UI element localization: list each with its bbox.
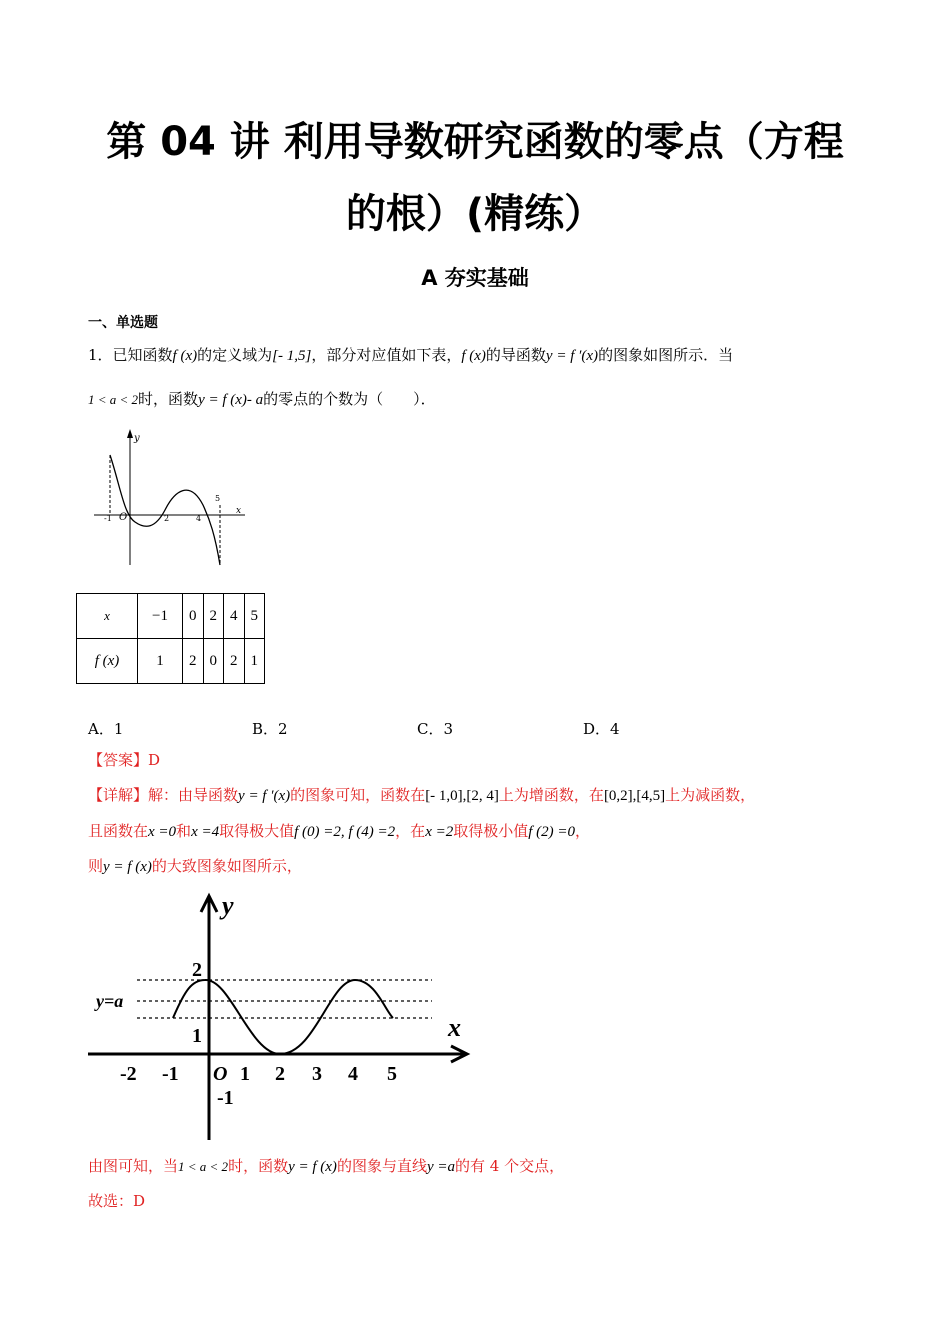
big-graph-origin: O: [213, 1063, 228, 1085]
table-cell: 5: [244, 594, 265, 639]
explain-math: f (0) =2, f (4) =2: [294, 824, 396, 840]
explain-math: y = f ′(x): [238, 788, 291, 804]
page-title-line-1: 第 04 讲 利用导数研究函数的零点（方程: [106, 119, 844, 165]
q-deriv: y = f ′(x): [545, 348, 599, 364]
big-graph-y-label: y: [222, 891, 234, 920]
q-text: 时，函数: [138, 390, 199, 408]
explain-line-1: [88, 784, 755, 805]
q-text: 的定义域为: [197, 346, 273, 364]
q-cond: 1 < a < 2: [88, 392, 139, 407]
table-cell: 0: [203, 639, 224, 684]
final-choice: 故选：D: [88, 1192, 146, 1210]
conclusion-text: 的有 4 个交点，: [454, 1157, 565, 1175]
answer: 【答案】D: [88, 751, 161, 769]
explain-text: ，: [575, 822, 591, 840]
table-row: [77, 594, 265, 639]
q-text: ，部分对应值如下表，: [311, 346, 462, 364]
table-cell: 2: [183, 639, 204, 684]
big-graph-y-tick: -1: [217, 1087, 234, 1109]
conclusion-text: 的图象与直线: [336, 1157, 427, 1175]
explain-text: 的图象可知，函数在: [290, 786, 426, 804]
question-line-1: [88, 344, 733, 365]
explain-tag: 【详解】: [88, 786, 149, 804]
derivative-graph: [90, 425, 250, 575]
big-graph-x-tick: 2: [275, 1063, 285, 1085]
table-cell: 1: [138, 639, 183, 684]
explain-text: 则: [88, 857, 104, 875]
big-graph-x-tick: -2: [120, 1063, 137, 1085]
explain-math: x =2: [425, 824, 454, 840]
table-cell: 1: [244, 639, 265, 684]
graph-tick: 4: [196, 514, 202, 523]
q-fx: f (x): [461, 348, 486, 364]
question-line-2: [88, 388, 436, 409]
explain-text: 取得极大值: [219, 822, 295, 840]
big-graph-x-tick: 5: [387, 1063, 397, 1085]
table-cell: 4: [224, 594, 245, 639]
explain-math: y = f (x): [103, 859, 152, 875]
graph-origin: O: [119, 512, 128, 523]
explain-text: 和: [176, 822, 192, 840]
explain-text: 取得极小值: [453, 822, 529, 840]
value-table: [76, 593, 265, 684]
section-heading: 一、单选题: [88, 315, 158, 331]
table-cell: f (x): [77, 639, 138, 684]
table-cell: 2: [224, 639, 245, 684]
graph-tick: 5: [215, 494, 221, 503]
explain-math: x =0: [148, 824, 177, 840]
explain-line-3: [88, 855, 302, 876]
big-graph-y-tick: 1: [192, 1025, 202, 1047]
explain-math: f (2) =0: [528, 824, 576, 840]
option-b: B．2: [252, 720, 288, 738]
explain-text: 上为增函数，在: [498, 786, 604, 804]
option-d: D．4: [583, 720, 620, 738]
q-domain: [- 1,5]: [272, 348, 312, 364]
function-graph: [80, 890, 480, 1145]
big-graph-x-tick: 1: [240, 1063, 250, 1085]
explain-math: x =4: [191, 824, 220, 840]
subtitle: A 夯实基础: [421, 266, 529, 290]
table-cell: −1: [138, 594, 183, 639]
option-a: A．1: [88, 720, 124, 738]
explain-line-2: [88, 820, 590, 841]
big-graph-y-tick: 2: [192, 959, 202, 981]
big-graph-x-tick: 4: [348, 1063, 358, 1085]
graph-tick: -1: [104, 514, 112, 523]
big-graph-ya-label: y=a: [96, 991, 124, 1011]
conclusion-math: y = f (x): [288, 1159, 337, 1175]
explain-math: [0,2],[4,5]: [603, 788, 666, 804]
graph-x-label: x: [236, 506, 242, 516]
table-cell: x: [77, 594, 138, 639]
big-graph-x-tick: 3: [312, 1063, 322, 1085]
graph-tick: 2: [164, 514, 170, 523]
big-graph-x-tick: -1: [162, 1063, 179, 1085]
q-func: y = f (x)- a: [198, 392, 264, 408]
conclusion-math: 1 < a < 2: [178, 1159, 229, 1174]
q-fx: f (x): [172, 348, 198, 364]
conclusion: [88, 1155, 564, 1176]
conclusion-text: 由图可知，当: [88, 1157, 179, 1175]
explain-text: 解：由导函数: [148, 786, 239, 804]
explain-text: 上为减函数，: [665, 786, 756, 804]
explain-text: ，在: [395, 822, 426, 840]
q-text: 的零点的个数为（ ）．: [263, 390, 436, 408]
explain-math: [- 1,0],[2, 4]: [425, 788, 499, 804]
big-graph-x-label: x: [448, 1013, 461, 1042]
page-title-line-2: 的根）(精练）: [345, 191, 605, 237]
q-text: 1．已知函数: [88, 346, 173, 364]
q-text: 的导函数: [485, 346, 546, 364]
graph-y-label: y: [134, 433, 140, 444]
conclusion-text: 时，函数: [228, 1157, 289, 1175]
explain-text: 且函数在: [88, 822, 149, 840]
explain-text: 的大致图象如图所示，: [151, 857, 302, 875]
conclusion-math: y =a: [426, 1159, 455, 1175]
table-cell: 0: [183, 594, 204, 639]
q-text: 的图象如图所示．当: [598, 346, 734, 364]
table-cell: 2: [203, 594, 224, 639]
option-c: C．3: [417, 720, 454, 738]
table-row: [77, 639, 265, 684]
